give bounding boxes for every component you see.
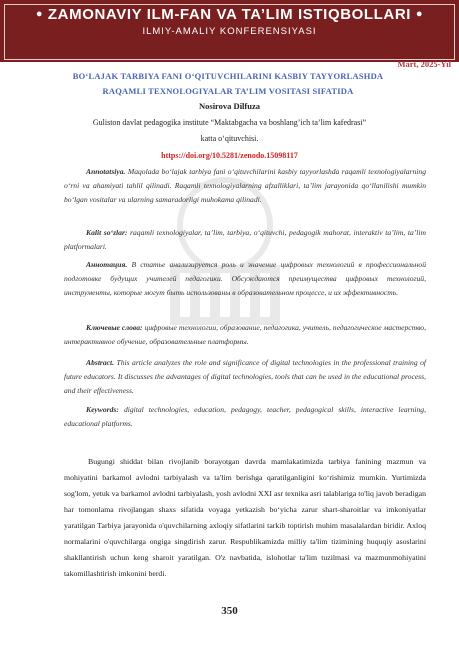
author-name: Nosirova Dilfuza [199,101,260,111]
article-title-line-2: RAQAMLI TEXNOLOGIYALAR TA’LIM VOSITASI SIFATIDA [102,86,354,96]
keywords-ru [64,321,426,349]
keywords-ru-label: Ключевые слова: [86,323,143,332]
conference-subtitle: ILMIY-AMALIY KONFERENSIYASI [142,26,317,37]
affiliation-line-1: Guliston davlat pedagogika institute “Maktabgacha va boshlang’ich ta’lim kafedrasi” [92,118,367,127]
doi-link[interactable]: https://doi.org/10.5281/zenodo.15098117 [161,151,298,160]
keywords-en [64,403,426,431]
abstract-uz-text: Maqolada bo‘lajak tarbiya fani o‘qituvchilarini kasbiy tayyorlashda raqamli texnologiyalarning o‘rni va ahamiyati tahlil qilinadi. Raqamli texnologiyalarning afzalliklari, ta’lim jarayonida qo‘llanilishi mumkin bo‘lgan vositalar va ularning samaradorligi muhokama qilinadi. [64,167,427,204]
abstract-en-label: Abstract. [86,358,115,367]
conference-title-text: ZAMONAVIY ILM-FAN VA TA’LIM ISTIQBOLLARI [47,6,412,23]
keywords-en-text: digital technologies, education, pedagogy, teacher, pedagogical skills, interactive learning, educational platforms. [64,405,426,428]
keywords-uz [64,226,426,254]
conference-header [0,0,459,62]
abstract-uz [64,165,426,207]
keywords-en-label: Keywords: [86,405,119,414]
article-title-line-1: BO‘LAJAK TARBIYA FANI O‘QITUVCHILARINI KASBIY TAYYORLASHDA [72,71,384,81]
abstract-ru-text: В статье анализируется роль и значение цифровых технологий в профессиональной подготовке будущих учителей педагогики. Обсуждаются преимущества цифровых технологий, инструменты, которые могут быть использованы в образовательном процессе, и их эффективность. [64,260,426,297]
conference-title [0,6,459,23]
abstract-ru [64,258,426,300]
abstract-en-text: This article analyzes the role and significance of digital technologies in the professional training of future educators. It discusses the advantages of digital technologies, tools that can be used in the educational process, and their effectiveness. [64,358,426,395]
page-number: 350 [221,605,238,617]
abstract-uz-label: Annotatsiya. [86,167,126,176]
bullet-icon: ● [35,8,44,20]
abstract-en [64,356,426,398]
keywords-uz-text: raqamli texnologiyalar, ta’lim, tarbiya, o‘qituvchi, pedagogik mahorat, interaktiv ta’lim, ta’lim platformalari. [64,228,427,251]
keywords-uz-label: Kalit so‘zlar: [86,228,128,237]
issue-date: Mart, 2025-Yil [397,59,451,69]
abstract-ru-label: Аннотация. [86,260,128,269]
bullet-icon: ● [415,8,424,20]
body-paragraph: Bugungi shiddat bilan rivojlanib borayotgan davrda mamlakatimizda tarbiya fanining mazmun va mohiyatini barkamol avlodni tarbiyalash va ta'lim berishga qaratilganligini ko‘rishimiz mumkin. Yurtimizda sog'lom, yetuk va barkamol avlodni tarbiyalash, yosh avlodni XXI asr texnika asri talablariga to'liq javob beradigan har tomonlama rivojlangan shaxs sifatida voyaga yetkazish bo‘yicha zarur shart-sharoitlar va imkoniyatlar yaratilgan Tarbiya jarayonida o'quvchilarning axloqiy sifatlarini tarkib toptirish muhim masalalardan biridir. Axloq normalarini o'quvchilarga ongiga singdirish zarur. Respublikamizda milliy ta'lim tizimining huquqiy asoslarini shakllantirish uchun keng sharoit yaratilgan. O'z navbatida, islohotlar ta'lim tuzilmasi va mazmunmohiyatini takomillashtirish imkonini berdi. [64,457,426,578]
keywords-ru-text: цифровые технологии, образование, педагогика, учитель, педагогическое мастерство, интерактивное обучение, образовательные платформы. [64,323,426,346]
affiliation-line-2: katta o‘qituvchisi. [200,134,259,143]
